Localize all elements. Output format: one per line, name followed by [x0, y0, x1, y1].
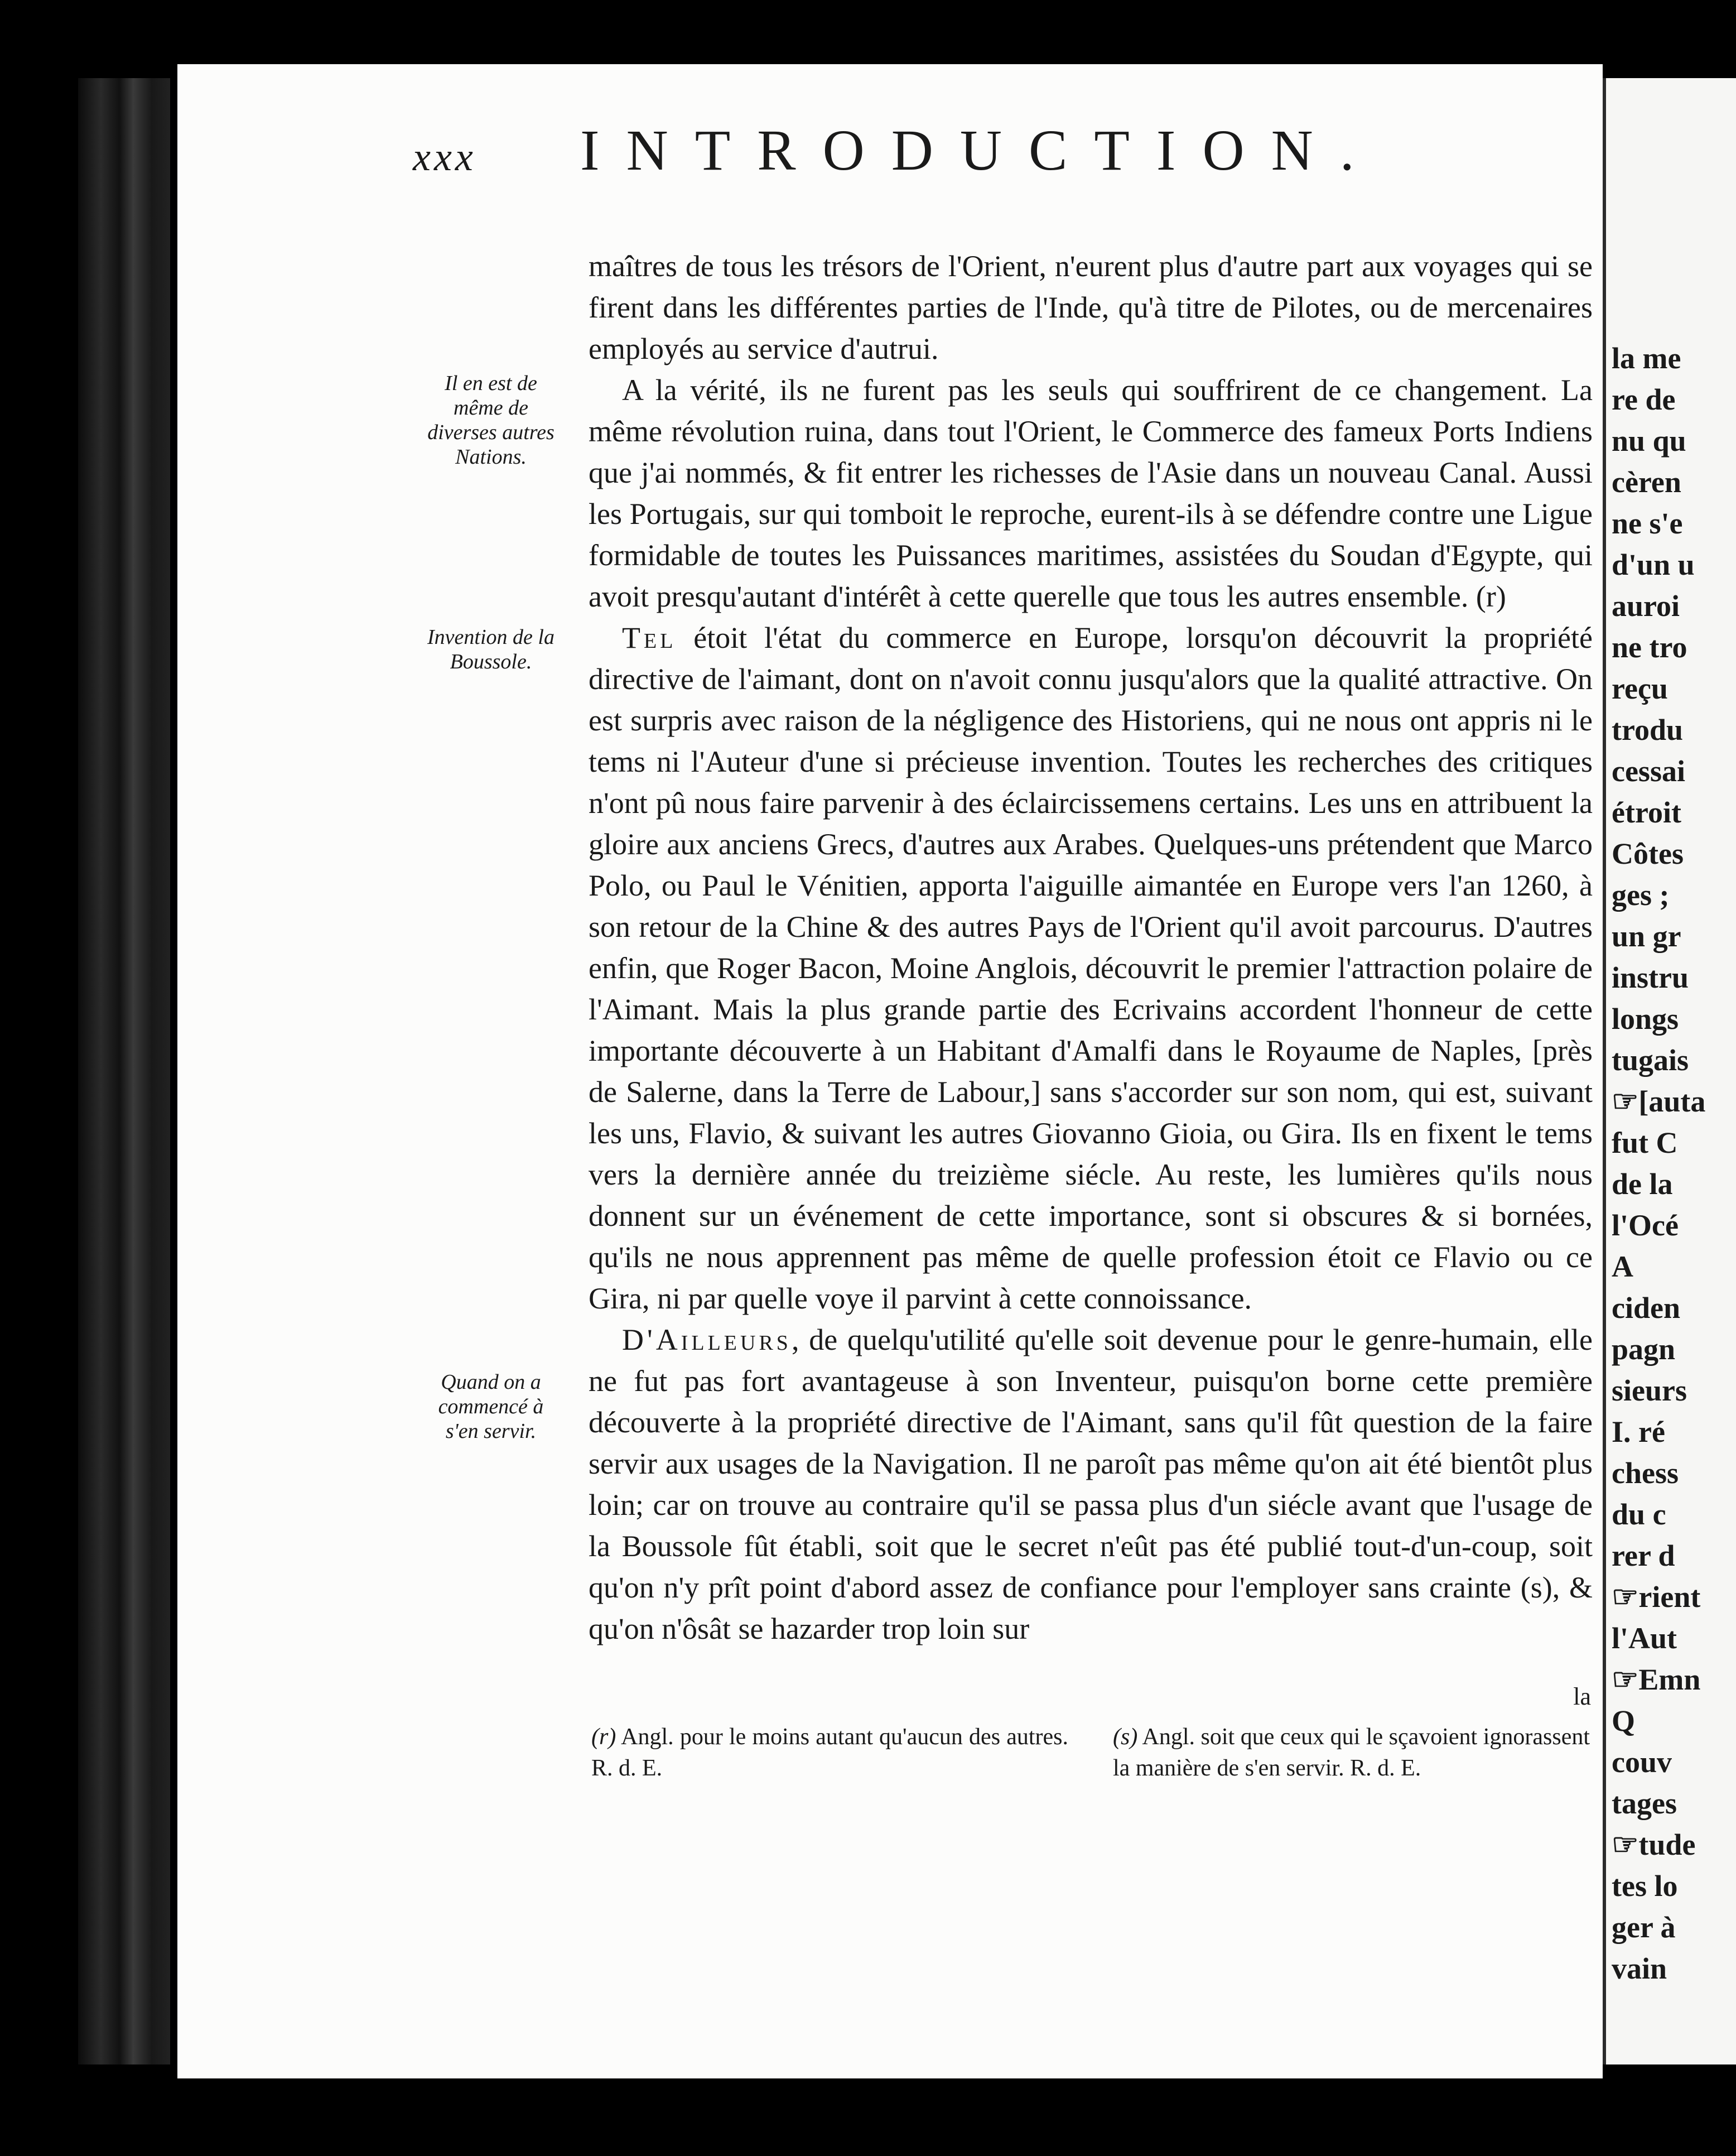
- adjacent-page-line: tes lo: [1612, 1869, 1678, 1903]
- adjacent-page-line: tugais: [1612, 1043, 1689, 1077]
- adjacent-page-line: étroit: [1612, 796, 1681, 829]
- adjacent-page-line: fut C: [1612, 1126, 1678, 1159]
- paragraph-text: , de quelqu'utilité qu'elle soit devenue pour le genre-humain, elle ne fut pas fort avantageuse à son Inventeur, puisqu'on borne cette première découverte à la propriété directive de l'Aimant, sans qu'il fût question de la faire servir aux usages de la Navigation. Il ne paroît pas même qu'on ait été bientôt plus loin; car on trouve au contraire qu'il se passa plus d'un siécle avant que l'usage de la Boussole fût établi, soit que le secret n'eût pas été publié tout-d'un-coup, soit qu'on n'y prît point d'abord assez de confiance pour l'employer sans crainte (s), & qu'on n'ôsât se hazarder trop loin sur: [589, 1323, 1593, 1645]
- adjacent-page-line: re de: [1612, 383, 1676, 416]
- paragraph: maîtres de tous les trésors de l'Orient, n'eurent plus d'autre part aux voyages qui se firent dans les différentes parties de l'Inde, qu'à titre de Pilotes, ou de mercenaires employés au service d'autrui.: [589, 249, 1593, 365]
- paragraph-text: étoit l'état du commerce en Europe, lorsqu'on découvrit la propriété directive de l'aimant, dont on n'avoit connu jusqu'alors que la qualité attractive. On est surpris avec raison de la négligence des Historiens, qui ne nous ont appris ni le tems ni l'Auteur d'une si précieuse invention. Toutes les recherches des critiques n'ont pû nous faire parvenir à des éclaircissemens certains. Les uns en attribuent la gloire aux anciens Grecs, d'autres aux Arabes. Quelques-uns prétendent que Marco Polo, ou Paul le Vénitien, apporta l'aiguille aimantée en Europe vers l'an 1260, à son retour de la Chine & des autres Pays de l'Orient qu'il avoit parcourus. D'autres enfin, que Roger Bacon, Moine Anglois, découvrit le premier l'attraction polaire de l'Aimant. Mais la plus grande partie des Ecrivains accordent l'honneur de cette importante découverte à un Habitant d'Amalfi dans le Royaume de Naples, [près de Salerne, dans la Terre de Labour,] sans s'accorder sur son nom, qui est, suivant les uns, Flavio, & suivant les autres Giovanno Gioia, ou Gira. Ils en fixent le tems vers la dernière année du treizième siécle. Au reste, les lumières qu'ils nous donnent sur un événement de cette importance, sont si obscures & si bornées, qu'ils ne nous apprennent pas même de quelle profession étoit ce Flavio ou ce Gira, ni par quelle voye il parvint à cette connoissance.: [589, 621, 1593, 1315]
- adjacent-page-line: auroi: [1612, 589, 1680, 623]
- margin-note: Quand on a commencé à s'en servir.: [438, 1370, 544, 1443]
- adjacent-page-line: tages: [1612, 1787, 1677, 1820]
- adjacent-page-line: ☞rient: [1612, 1580, 1701, 1614]
- adjacent-page-line: pagn: [1612, 1332, 1676, 1366]
- adjacent-page-line: du c: [1612, 1498, 1666, 1531]
- adjacent-page-line: longs: [1612, 1002, 1679, 1036]
- adjacent-page-line: ☞[auta: [1612, 1085, 1706, 1118]
- adjacent-page-line: couv: [1612, 1745, 1672, 1779]
- adjacent-page-line: un gr: [1612, 920, 1681, 953]
- paragraph: A la vérité, ils ne furent pas les seuls qui souffrirent de ce changement. La même révolution ruina, dans tout l'Orient, le Commerce des fameux Ports Indiens que j'ai nommés, & fit entrer les richesses de l'Asie dans un nouveau Canal. Aussi les Portugais, sur qui tomboit le reproche, eurent-ils à se défendre contre une Ligue formidable de toutes les Puissances maritimes, assistées du Soudan d'Egypte, qui avoit presqu'autant d'intérêt à cette querelle que tous les autres ensemble. (r): [589, 373, 1593, 613]
- adjacent-page-line: cèren: [1612, 465, 1681, 499]
- adjacent-page-line: instru: [1612, 961, 1689, 994]
- book-binding: [78, 78, 170, 2064]
- adjacent-page-line: l'Aut: [1612, 1621, 1677, 1655]
- running-title: INTRODUCTION.: [580, 118, 1381, 182]
- page-number: xxx: [413, 134, 476, 179]
- adjacent-page-line: ciden: [1612, 1291, 1681, 1325]
- adjacent-page-line: ☞Emn: [1612, 1663, 1701, 1696]
- adjacent-page: [1603, 78, 1736, 2064]
- adjacent-page-line: ne tro: [1612, 631, 1687, 664]
- adjacent-page-line: chess: [1612, 1456, 1679, 1490]
- adjacent-page-text: [1612, 338, 1736, 1989]
- adjacent-page-line: Côtes: [1612, 837, 1684, 870]
- adjacent-page-line: nu qu: [1612, 424, 1686, 458]
- footnote-mark: (s): [1113, 1724, 1138, 1750]
- adjacent-page-line: reçu: [1612, 672, 1668, 705]
- adjacent-page-line: de la: [1612, 1167, 1673, 1201]
- page-header: [413, 112, 1462, 201]
- adjacent-page-line: ges ;: [1612, 878, 1670, 912]
- adjacent-page-line: cessai: [1612, 754, 1685, 788]
- adjacent-page-line: ger à: [1612, 1910, 1676, 1944]
- main-text: [589, 246, 1593, 1649]
- adjacent-page-line: trodu: [1612, 713, 1684, 747]
- adjacent-page-line: d'un u: [1612, 548, 1695, 581]
- footnote-mark: (r): [591, 1724, 616, 1750]
- paragraph: [589, 617, 1593, 1319]
- adjacent-page-line: Q: [1612, 1704, 1636, 1738]
- adjacent-page-line: ne s'e: [1612, 507, 1683, 540]
- adjacent-page-line: la me: [1612, 341, 1681, 375]
- footnote-text: Angl. pour le moins autant qu'aucun des autres. R. d. E.: [591, 1724, 1068, 1781]
- adjacent-page-line: rer d: [1612, 1539, 1675, 1572]
- adjacent-page-line: vain: [1612, 1952, 1667, 1985]
- catchword: la: [1573, 1683, 1591, 1710]
- adjacent-page-line: ☞tude: [1612, 1828, 1696, 1861]
- footnote: [1113, 1721, 1590, 1784]
- footnote-text: Angl. soit que ceux qui le sçavoient ignorassent la manière de s'en servir. R. d. E.: [1113, 1724, 1590, 1781]
- adjacent-page-line: A: [1612, 1250, 1633, 1283]
- footnote: [591, 1721, 1068, 1784]
- paragraph-lead: Tel: [622, 621, 677, 654]
- margin-note: Invention de la Boussole.: [427, 625, 554, 673]
- adjacent-page-line: sieurs: [1612, 1374, 1687, 1407]
- paragraph-lead: D'Ailleurs: [622, 1323, 792, 1356]
- footnotes: [591, 1721, 1590, 1784]
- margin-note: Il en est de même de diverses autres Nations.: [427, 372, 554, 469]
- adjacent-page-line: I. ré: [1612, 1415, 1665, 1448]
- paragraph: [589, 1319, 1593, 1649]
- adjacent-page-line: l'Océ: [1612, 1209, 1679, 1242]
